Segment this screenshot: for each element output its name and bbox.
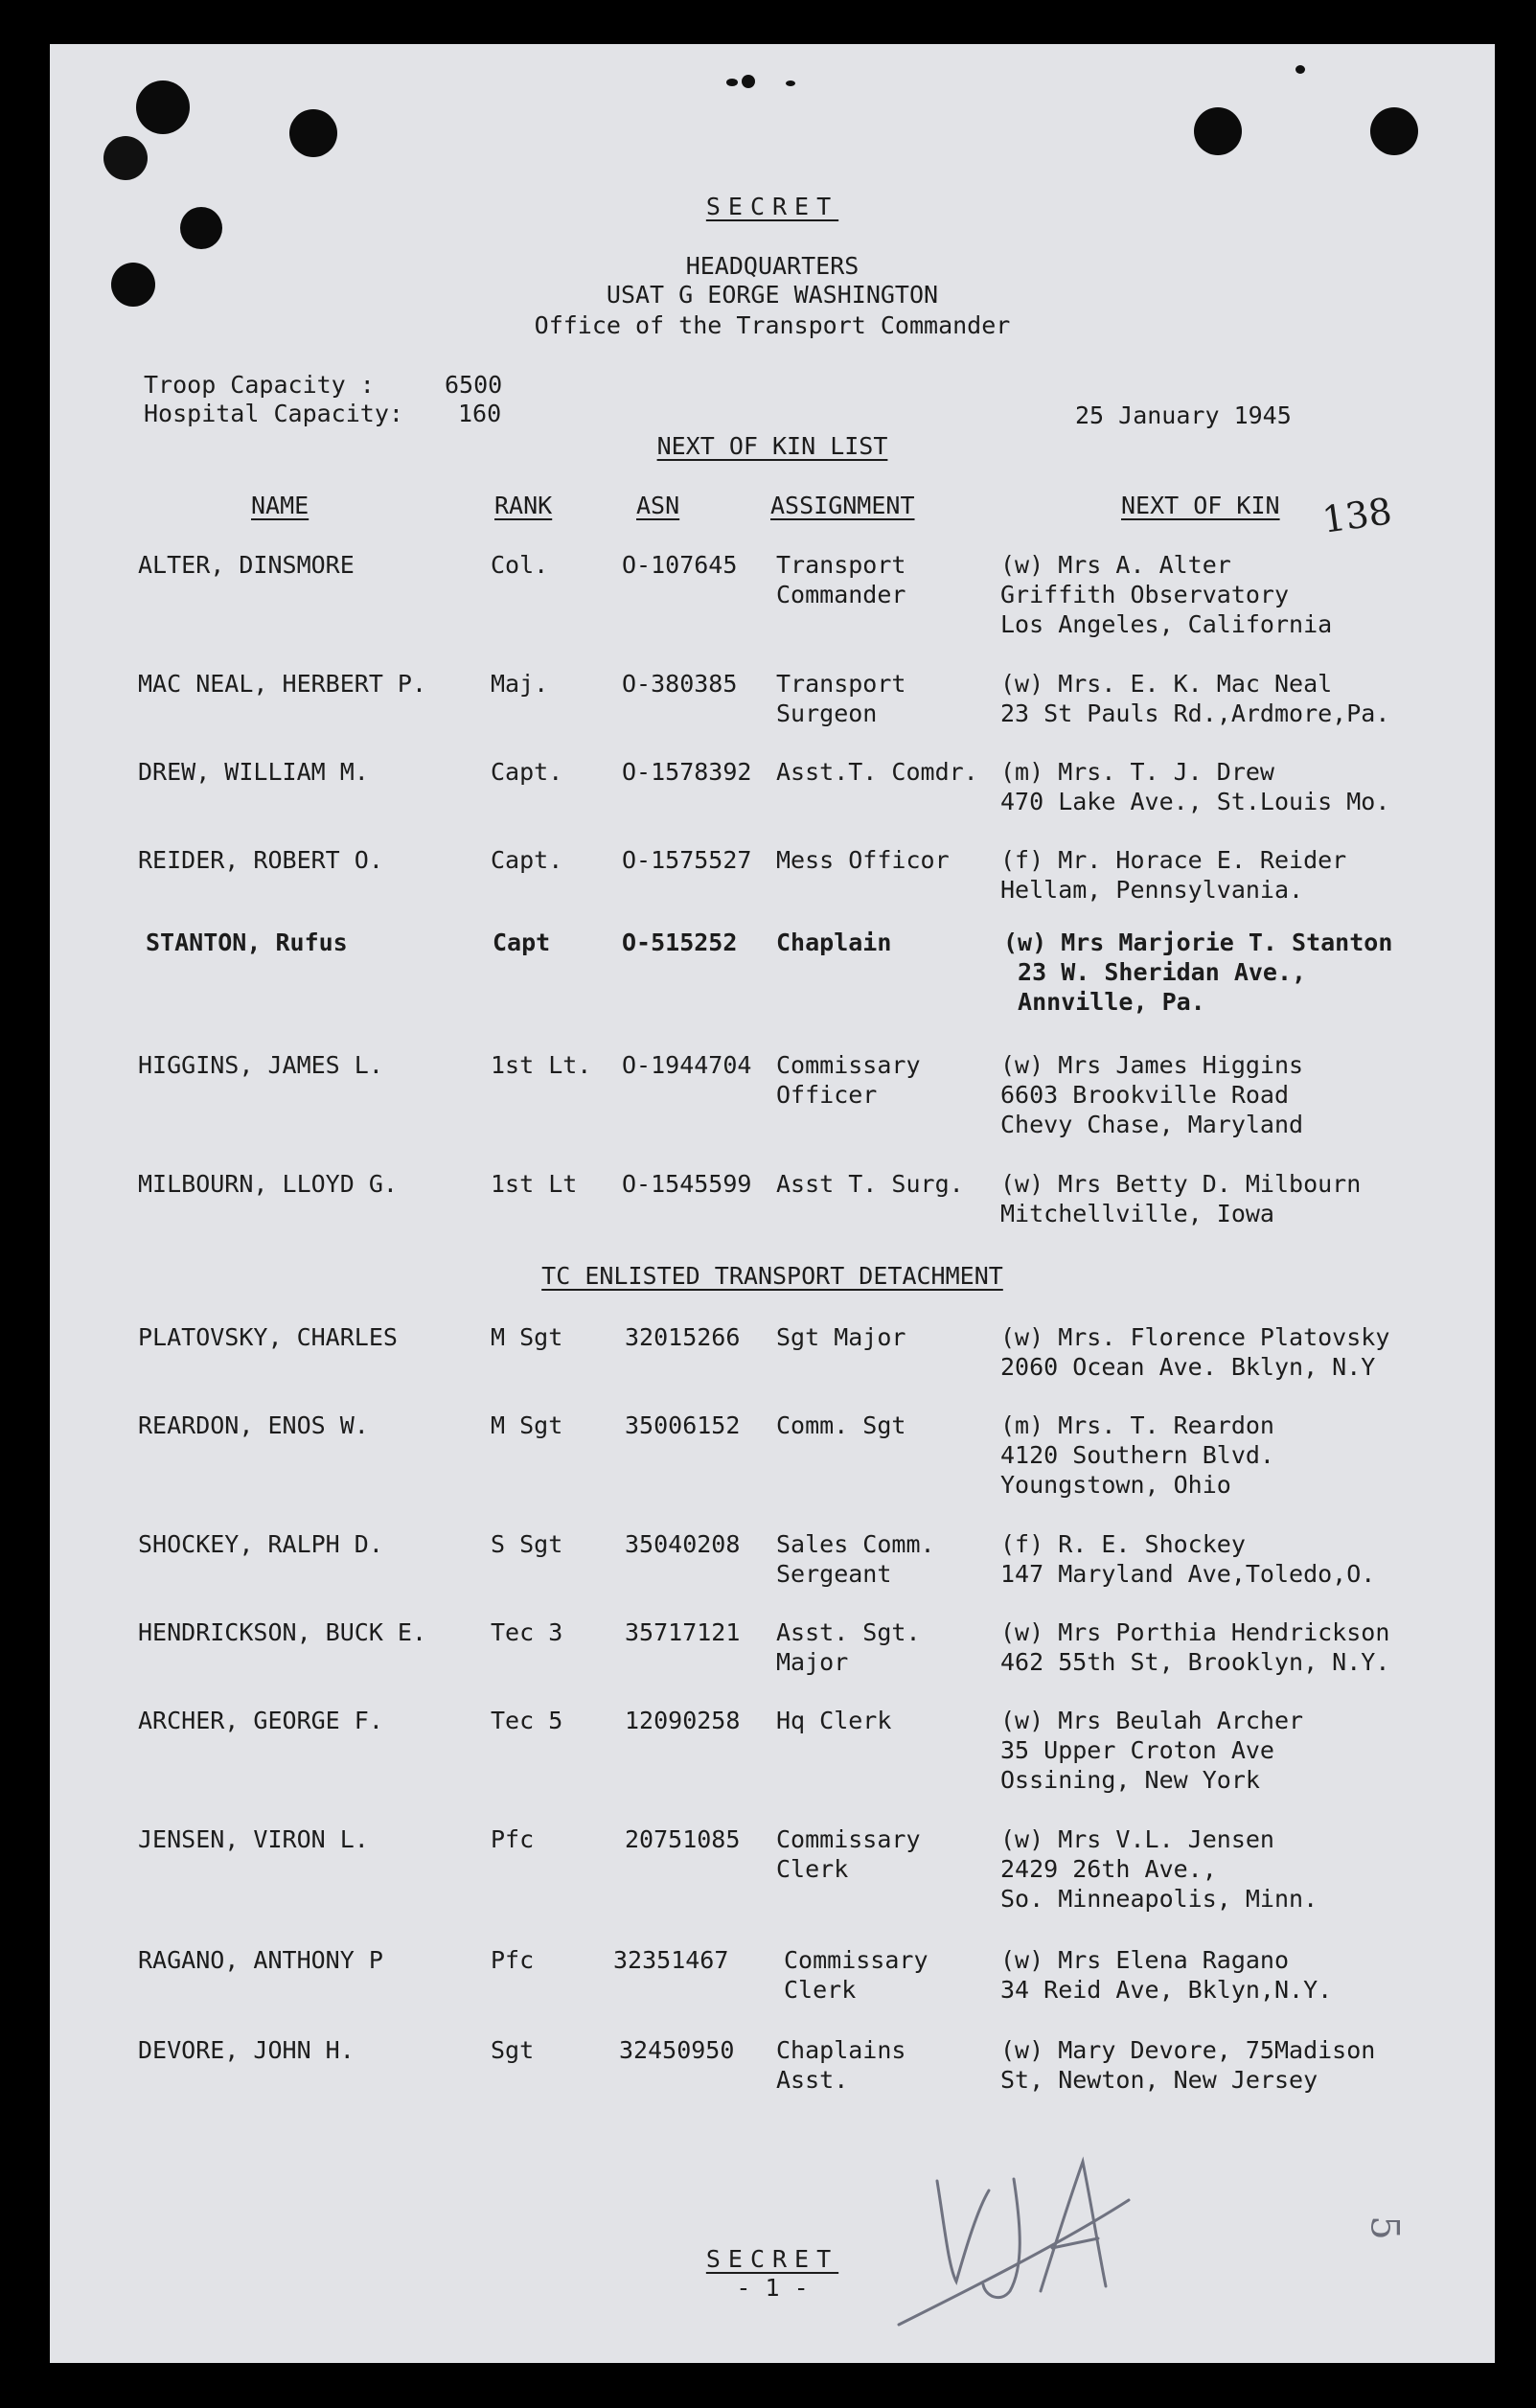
row-name: MAC NEAL, HERBERT P.	[138, 670, 427, 698]
list-title: NEXT OF KIN LIST	[656, 432, 888, 460]
row-assignment: Asst T. Surg.	[776, 1170, 964, 1198]
row-name: REIDER, ROBERT O.	[138, 846, 383, 874]
punch-hole	[289, 109, 337, 157]
ink-smudge	[742, 75, 755, 88]
row-asn: O-1944704	[622, 1051, 752, 1079]
ink-smudge	[726, 79, 738, 86]
document-date: 25 January 1945	[1075, 401, 1292, 429]
row-rank: Capt.	[491, 758, 563, 786]
row-rank: Tec 5	[491, 1707, 563, 1734]
troop-capacity-value: 6500	[445, 371, 503, 399]
row-assignment: Hq Clerk	[776, 1707, 892, 1734]
row-rank: Sgt	[491, 2036, 535, 2064]
troop-capacity-label: Troop Capacity :	[144, 371, 375, 399]
row-next-of-kin: (w) Mrs V.L. Jensen 2429 26th Ave., So. Minneapolis, Minn.	[1000, 1825, 1318, 1913]
row-assignment: Commissary Clerk	[784, 1946, 928, 2004]
row-asn: 32450950	[619, 2036, 735, 2064]
col-header-rank: RANK	[494, 492, 553, 519]
row-assignment: Asst. Sgt. Major	[776, 1618, 921, 1676]
handwritten-corner-mark: 5	[1362, 2215, 1407, 2240]
row-name: STANTON, Rufus	[146, 929, 348, 956]
col-header-name: NAME	[251, 492, 309, 519]
row-next-of-kin: (w) Mrs James Higgins 6603 Brookville Road Chevy Chase, Maryland	[1000, 1051, 1304, 1138]
row-next-of-kin: (w) Mrs. E. K. Mac Neal 23 St Pauls Rd.,Ardmore,Pa.	[1000, 670, 1390, 727]
classification-top: SECRET	[705, 193, 839, 220]
row-assignment: Sales Comm. Sergeant	[776, 1530, 935, 1588]
row-name: ALTER, DINSMORE	[138, 551, 355, 579]
row-next-of-kin: (f) Mr. Horace E. Reider Hellam, Pennsylvania.	[1000, 846, 1347, 904]
col-header-next-of-kin: NEXT OF KIN	[1121, 492, 1280, 519]
row-assignment: Sgt Major	[776, 1323, 906, 1351]
row-rank: Capt	[493, 929, 551, 956]
row-asn: O-1545599	[622, 1170, 752, 1198]
enlisted-section-title: TC ENLISTED TRANSPORT DETACHMENT	[541, 1262, 1003, 1290]
row-rank: 1st Lt.	[491, 1051, 592, 1079]
row-next-of-kin: (w) Mrs Elena Ragano 34 Reid Ave, Bklyn,N.Y.	[1000, 1946, 1333, 2004]
row-assignment: Transport Commander	[776, 551, 906, 608]
row-next-of-kin: (m) Mrs. T. Reardon 4120 Southern Blvd. Youngstown, Ohio	[1000, 1411, 1274, 1499]
ship-line: USAT G EORGE WASHINGTON	[606, 281, 939, 309]
row-asn: O-1575527	[622, 846, 752, 874]
punch-hole	[1194, 107, 1242, 155]
row-assignment: Chaplains Asst.	[776, 2036, 906, 2094]
row-next-of-kin: (w) Mrs Beulah Archer 35 Upper Croton Ave Ossining, New York	[1000, 1707, 1304, 1794]
row-rank: Capt.	[491, 846, 563, 874]
ink-smudge	[1295, 65, 1305, 74]
punch-hole	[1370, 107, 1418, 155]
office-line: Office of the Transport Commander	[534, 311, 1011, 339]
row-asn: O-515252	[622, 929, 738, 956]
row-rank: S Sgt	[491, 1530, 563, 1558]
row-name: HENDRICKSON, BUCK E.	[138, 1618, 427, 1646]
row-name: RAGANO, ANTHONY P	[138, 1946, 383, 1974]
row-name: REARDON, ENOS W.	[138, 1411, 369, 1439]
row-asn: O-107645	[622, 551, 738, 579]
page-number: - 1 -	[736, 2274, 809, 2302]
row-next-of-kin: (w) Mary Devore, 75Madison St, Newton, New Jersey	[1000, 2036, 1376, 2094]
row-asn: O-380385	[622, 670, 738, 698]
row-rank: 1st Lt	[491, 1170, 578, 1198]
classification-bottom: SECRET	[705, 2245, 839, 2273]
row-rank: Pfc	[491, 1825, 535, 1853]
row-rank: Pfc	[491, 1946, 535, 1974]
row-name: MILBOURN, LLOYD G.	[138, 1170, 398, 1198]
row-rank: Col.	[491, 551, 549, 579]
row-assignment: Transport Surgeon	[776, 670, 906, 727]
row-assignment: Commissary Clerk	[776, 1825, 921, 1883]
row-next-of-kin: (w) Mrs Porthia Hendrickson 462 55th St, Brooklyn, N.Y.	[1000, 1618, 1390, 1676]
row-asn: 20751085	[625, 1825, 741, 1853]
row-asn: 35006152	[625, 1411, 741, 1439]
row-name: JENSEN, VIRON L.	[138, 1825, 369, 1853]
row-name: DEVORE, JOHN H.	[138, 2036, 355, 2064]
row-asn: 32015266	[625, 1323, 741, 1351]
punch-hole	[136, 80, 190, 134]
document-page	[50, 44, 1495, 2363]
row-next-of-kin: (w) Mrs Marjorie T. Stanton 23 W. Sheridan Ave., Annville, Pa.	[1003, 929, 1393, 1016]
row-assignment: Chaplain	[776, 929, 892, 956]
row-next-of-kin: (w) Mrs. Florence Platovsky 2060 Ocean Ave. Bklyn, N.Y	[1000, 1323, 1390, 1381]
hospital-capacity-value: 160	[458, 400, 502, 427]
row-asn: 32351467	[613, 1946, 729, 1974]
col-header-asn: ASN	[636, 492, 680, 519]
row-asn: O-1578392	[622, 758, 752, 786]
row-next-of-kin: (w) Mrs A. Alter Griffith Observatory Los Angeles, California	[1000, 551, 1333, 638]
row-asn: 35040208	[625, 1530, 741, 1558]
row-name: HIGGINS, JAMES L.	[138, 1051, 383, 1079]
ink-smudge	[786, 80, 795, 86]
hq-line: HEADQUARTERS	[685, 252, 860, 280]
row-name: SHOCKEY, RALPH D.	[138, 1530, 383, 1558]
row-assignment: Commissary Officer	[776, 1051, 921, 1109]
handwritten-page-number: 138	[1319, 490, 1395, 541]
row-assignment: Asst.T. Comdr.	[776, 758, 978, 786]
row-rank: M Sgt	[491, 1323, 563, 1351]
hospital-capacity-label: Hospital Capacity:	[144, 400, 403, 427]
row-name: PLATOVSKY, CHARLES	[138, 1323, 398, 1351]
row-next-of-kin: (m) Mrs. T. J. Drew 470 Lake Ave., St.Louis Mo.	[1000, 758, 1390, 815]
row-rank: Tec 3	[491, 1618, 563, 1646]
row-next-of-kin: (w) Mrs Betty D. Milbourn Mitchellville, Iowa	[1000, 1170, 1362, 1227]
row-asn: 35717121	[625, 1618, 741, 1646]
col-header-assignment: ASSIGNMENT	[770, 492, 915, 519]
row-name: ARCHER, GEORGE F.	[138, 1707, 383, 1734]
row-asn: 12090258	[625, 1707, 741, 1734]
row-rank: M Sgt	[491, 1411, 563, 1439]
ink-smudge	[103, 136, 148, 180]
row-assignment: Mess Officor	[776, 846, 950, 874]
row-rank: Maj.	[491, 670, 549, 698]
row-name: DREW, WILLIAM M.	[138, 758, 369, 786]
row-assignment: Comm. Sgt	[776, 1411, 906, 1439]
row-next-of-kin: (f) R. E. Shockey 147 Maryland Ave,Toledo,O.	[1000, 1530, 1376, 1588]
